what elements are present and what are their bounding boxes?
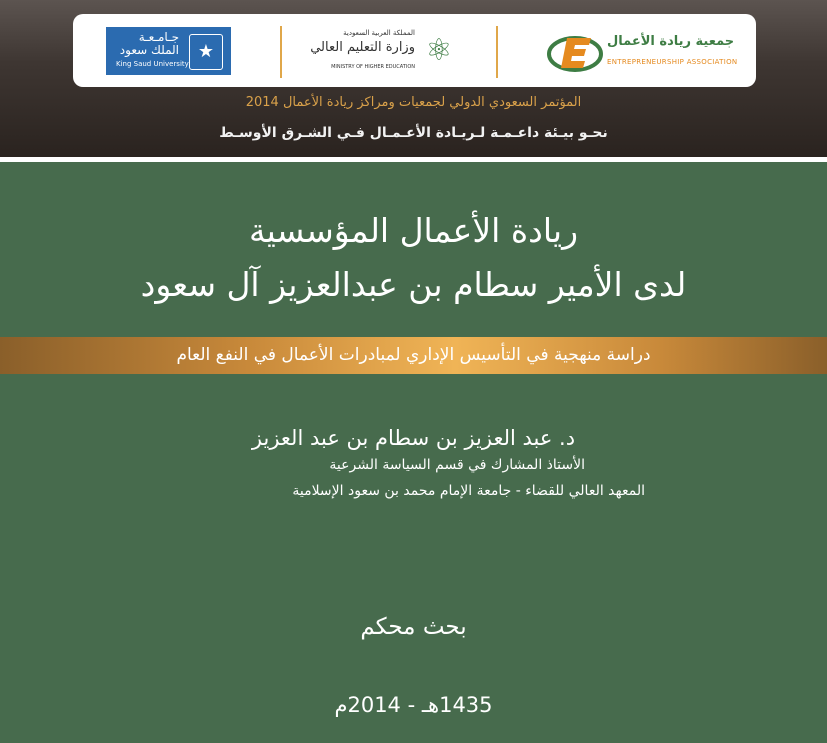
ministry-arabic-name: وزارة التعليم العالي	[310, 40, 415, 55]
association-english-name: ENTREPRENEURSHIP ASSOCIATION	[607, 58, 738, 66]
document-title-line-1: ريادة الأعمال المؤسسية	[248, 211, 579, 250]
ksu-arabic-name	[120, 31, 179, 57]
ministry-country-name: المملكة العربية السعودية	[343, 29, 415, 37]
ksu-english-name: King Saud University	[116, 60, 189, 68]
ksu-arabic-bottom: الملك سعود	[119, 43, 179, 57]
header-separator	[0, 157, 827, 162]
document-title-line-2: لدى الأمير سطام بن عبدالعزيز آل سعود	[140, 265, 687, 304]
logo-divider	[280, 26, 282, 78]
subtitle-band	[0, 337, 827, 374]
ksu-logo	[106, 27, 231, 75]
palm-swords-emblem-icon: ★	[189, 34, 223, 70]
author-name: د. عبد العزيز بن سطام بن عبد العزيز	[251, 426, 576, 450]
logo-bar	[73, 14, 756, 87]
paper-type: بحث محكم	[360, 614, 467, 640]
association-arabic-name: جمعية ريادة الأعمال	[607, 34, 735, 49]
ministry-logo	[310, 24, 469, 80]
header-banner	[0, 0, 827, 157]
conference-subtitle: نحـو بيـئة داعـمـة لـريـادة الأعـمـال فـي الشـرق الأوسـط	[219, 125, 608, 141]
logo-divider	[496, 26, 498, 78]
document-subtitle: دراسة منهجية في التأسيس الإداري لمبادرات الأعمال في النفع العام	[176, 345, 651, 365]
ministry-emblem-icon: ⚛	[425, 33, 453, 68]
association-logo	[543, 24, 743, 80]
association-e-logo-icon	[547, 30, 603, 74]
ministry-english-name: MINISTRY OF HIGHER EDUCATION	[331, 64, 415, 70]
author-institution: المعهد العالي للقضاء - جامعة الإمام محمد بن سعود الإسلامية	[292, 483, 645, 499]
conference-title: المؤتمر السعودي الدولي لجمعيات ومراكز ريادة الأعمال 2014	[245, 95, 582, 110]
publication-date: 1435هـ - 2014م	[334, 693, 493, 717]
ksu-arabic-top: جـامـعـة	[138, 30, 179, 44]
author-position: الأستاذ المشارك في قسم السياسة الشرعية	[329, 457, 585, 473]
